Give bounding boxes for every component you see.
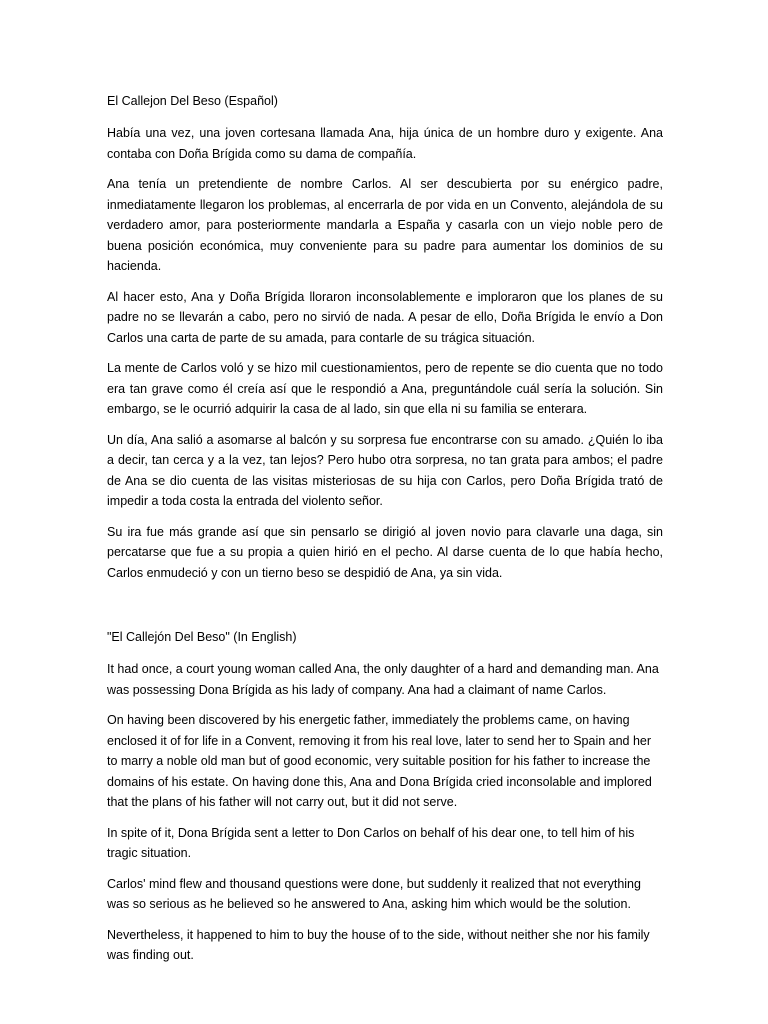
section-spacer [107, 593, 663, 613]
spanish-paragraph-1: Había una vez, una joven cortesana llamada Ana, hija única de un hombre duro y exigente. Ana contaba con Doña Brígida como su dama de compañía. [107, 126, 663, 161]
spanish-paragraph-2: Ana tenía un pretendiente de nombre Carlos. Al ser descubierta por su enérgico padre, inmediatamente llegaron los problemas, al encerrarla de por vida en un Convento, alejándola de su verdadero amor, para posteriormente mandarla a España y casarla con un viejo noble pero de buena posición económica, muy conveniente para su padre para aumentar los dominios de su hacienda. [107, 177, 663, 273]
english-paragraph-2: On having been discovered by his energetic father, immediately the problems came, on having enclosed it of for life in a Convent, removing it from his real love, later to send her to Spain and her to marry a noble old man but of good economic, very suitable position for his father to increase the domains of his estate. On having done this, Ana and Dona Brígida cried inconsolable and implored that the plans of his father will not carry out, but it did not serve. [107, 713, 652, 809]
english-title: "El Callejón Del Beso" (In English) [107, 630, 297, 644]
spanish-paragraph-4: La mente de Carlos voló y se hizo mil cuestionamientos, pero de repente se dio cuenta que no todo era tan grave como él creía así que le respondió a Ana, preguntándole cuál sería la solución. Sin embargo, se le ocurrió adquirir la casa de al lado, sin que ella ni su familia se enterara. [107, 361, 663, 416]
spanish-paragraph-3: Al hacer esto, Ana y Doña Brígida lloraron inconsolablemente e imploraron que los planes de su padre no se llevarán a cabo, pero no sirvió de nada. A pesar de ello, Doña Brígida le envío a Don Carlos una carta de parte de su amada, para contarle de su trágica situación. [107, 289, 663, 345]
spanish-paragraph-6: Su ira fue más grande así que sin pensarlo se dirigió al joven novio para clavarle una daga, sin percatarse que fue a su propia a quien hirió en el pecho. Al darse cuenta de lo que había hecho, Carlos enmudeció y con un tierno beso se despidió de Ana, ya sin vida. [107, 524, 663, 580]
english-paragraph-5: Nevertheless, it happened to him to buy the house of to the side, without neither she nor his family was finding out. [107, 927, 650, 962]
english-paragraph-1: It had once, a court young woman called Ana, the only daughter of a hard and demanding man. Ana was possessing Dona Brígida as his lady of company. Ana had a claimant of name Carlos. [107, 662, 659, 697]
english-paragraph-4: Carlos' mind flew and thousand questions were done, but suddenly it realized that not everything was so serious as he believed so he answered to Ana, asking him which would be the solution. [107, 876, 641, 911]
spanish-title: El Callejon Del Beso (Español) [107, 94, 278, 108]
document-body [107, 91, 663, 976]
spanish-paragraph-5: Un día, Ana salió a asomarse al balcón y su sorpresa fue encontrarse con su amado. ¿Quién lo iba a decir, tan cerca y a la vez, tan lejos? Pero hubo otra sorpresa, no tan grata para ambos; el padre de Ana se dio cuenta de las visitas misteriosas de su hija con Carlos, pero Doña Brígida trató de impedir a toda costa la entrada del violento señor. [107, 432, 663, 508]
english-paragraph-3: In spite of it, Dona Brígida sent a letter to Don Carlos on behalf of his dear one, to tell him of his tragic situation. [107, 825, 635, 860]
